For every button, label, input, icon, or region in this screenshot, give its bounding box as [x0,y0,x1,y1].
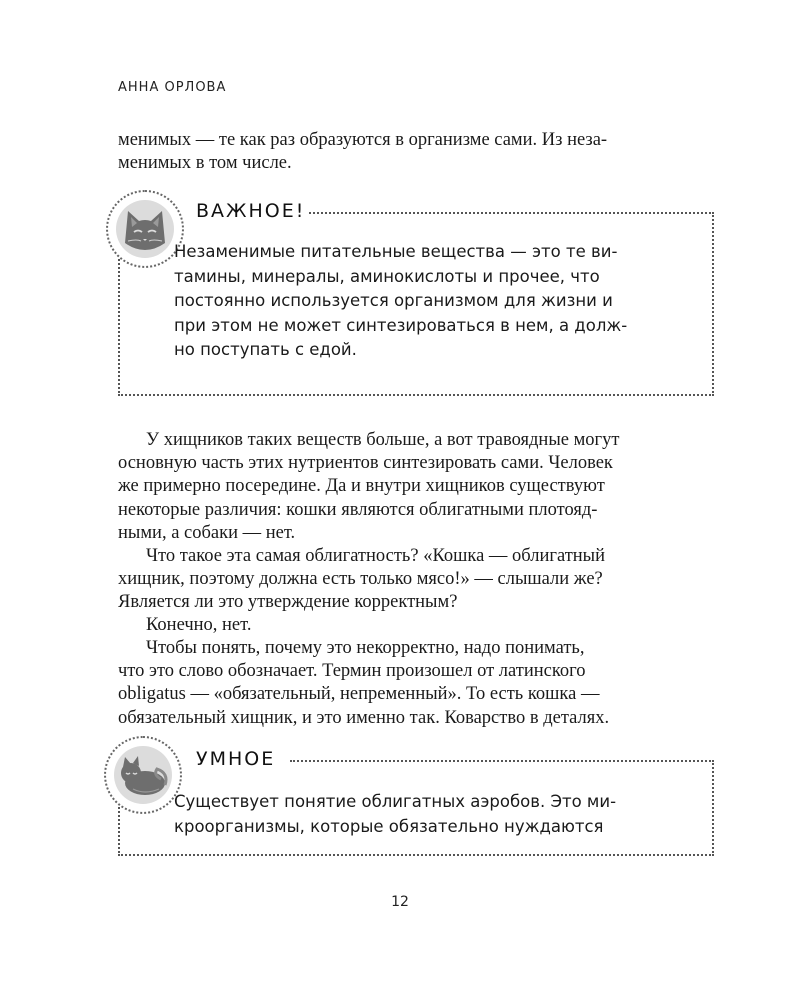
important-line: Незаменимые питательные вещества — это те ви- [174,242,618,261]
body-paragraph-3 [118,614,710,637]
body-line: обязательный хищник, и это именно так. Коварство в деталях. [118,707,610,728]
important-box-text [174,240,654,363]
intro-line: менимых в том числе. [118,153,292,174]
page-number: 12 [391,894,409,910]
important-medallion [106,190,184,268]
important-line: при этом не может синтезироваться в нем, а долж- [174,315,628,335]
body-line: хищник, поэтому должна есть только мясо!» — слышали же? [118,569,603,590]
body-paragraph-1 [118,429,710,545]
body-line: obligatus — «обязательный, непременный». То есть кошка — [118,684,600,705]
smart-box-text [174,790,654,839]
body-line: Конечно, нет. [146,615,252,635]
intro-line: менимых — те как раз образуются в организме сами. Из неза- [118,130,608,150]
important-line: тамины, минералы, аминокислоты и прочее, что [174,266,600,286]
body-line: же примерно посередине. Да и внутри хищников существуют [118,476,605,497]
sleeping-cat-icon [113,745,173,805]
running-head-author: АННА ОРЛОВА [118,80,227,95]
body-paragraph-4 [118,637,710,730]
cat-head-icon [115,199,175,259]
important-box-title: ВАЖНОЕ! [192,200,309,222]
smart-line: Существует понятие облигатных аэробов. Это ми- [174,792,617,811]
body-line: некоторые различия: кошки являются облигатными плотояд- [118,499,598,520]
body-line: что это слово обозначает. Термин произошел от латинского [118,661,586,682]
intro-paragraph [118,129,710,175]
body-line: Чтобы понять, почему это некорректно, надо понимать, [146,638,585,658]
important-line: постоянно используется организмом для жизни и [174,291,613,310]
smart-medallion [104,736,182,814]
body-line: ными, а собаки — нет. [118,522,296,543]
body-paragraph-2 [118,545,710,615]
important-line: но поступать с едой. [174,340,357,359]
body-line: Является ли это утверждение корректным? [118,592,458,613]
body-line: основную часть этих нутриентов синтезировать сами. Человек [118,453,613,474]
smart-line: кроорганизмы, которые обязательно нуждаются [174,816,604,836]
body-line: У хищников таких веществ больше, а вот травоядные могут [146,430,620,450]
smart-box-title: УМНОЕ [192,748,279,770]
body-line: Что такое эта самая облигатность? «Кошка — облигатный [146,546,606,566]
